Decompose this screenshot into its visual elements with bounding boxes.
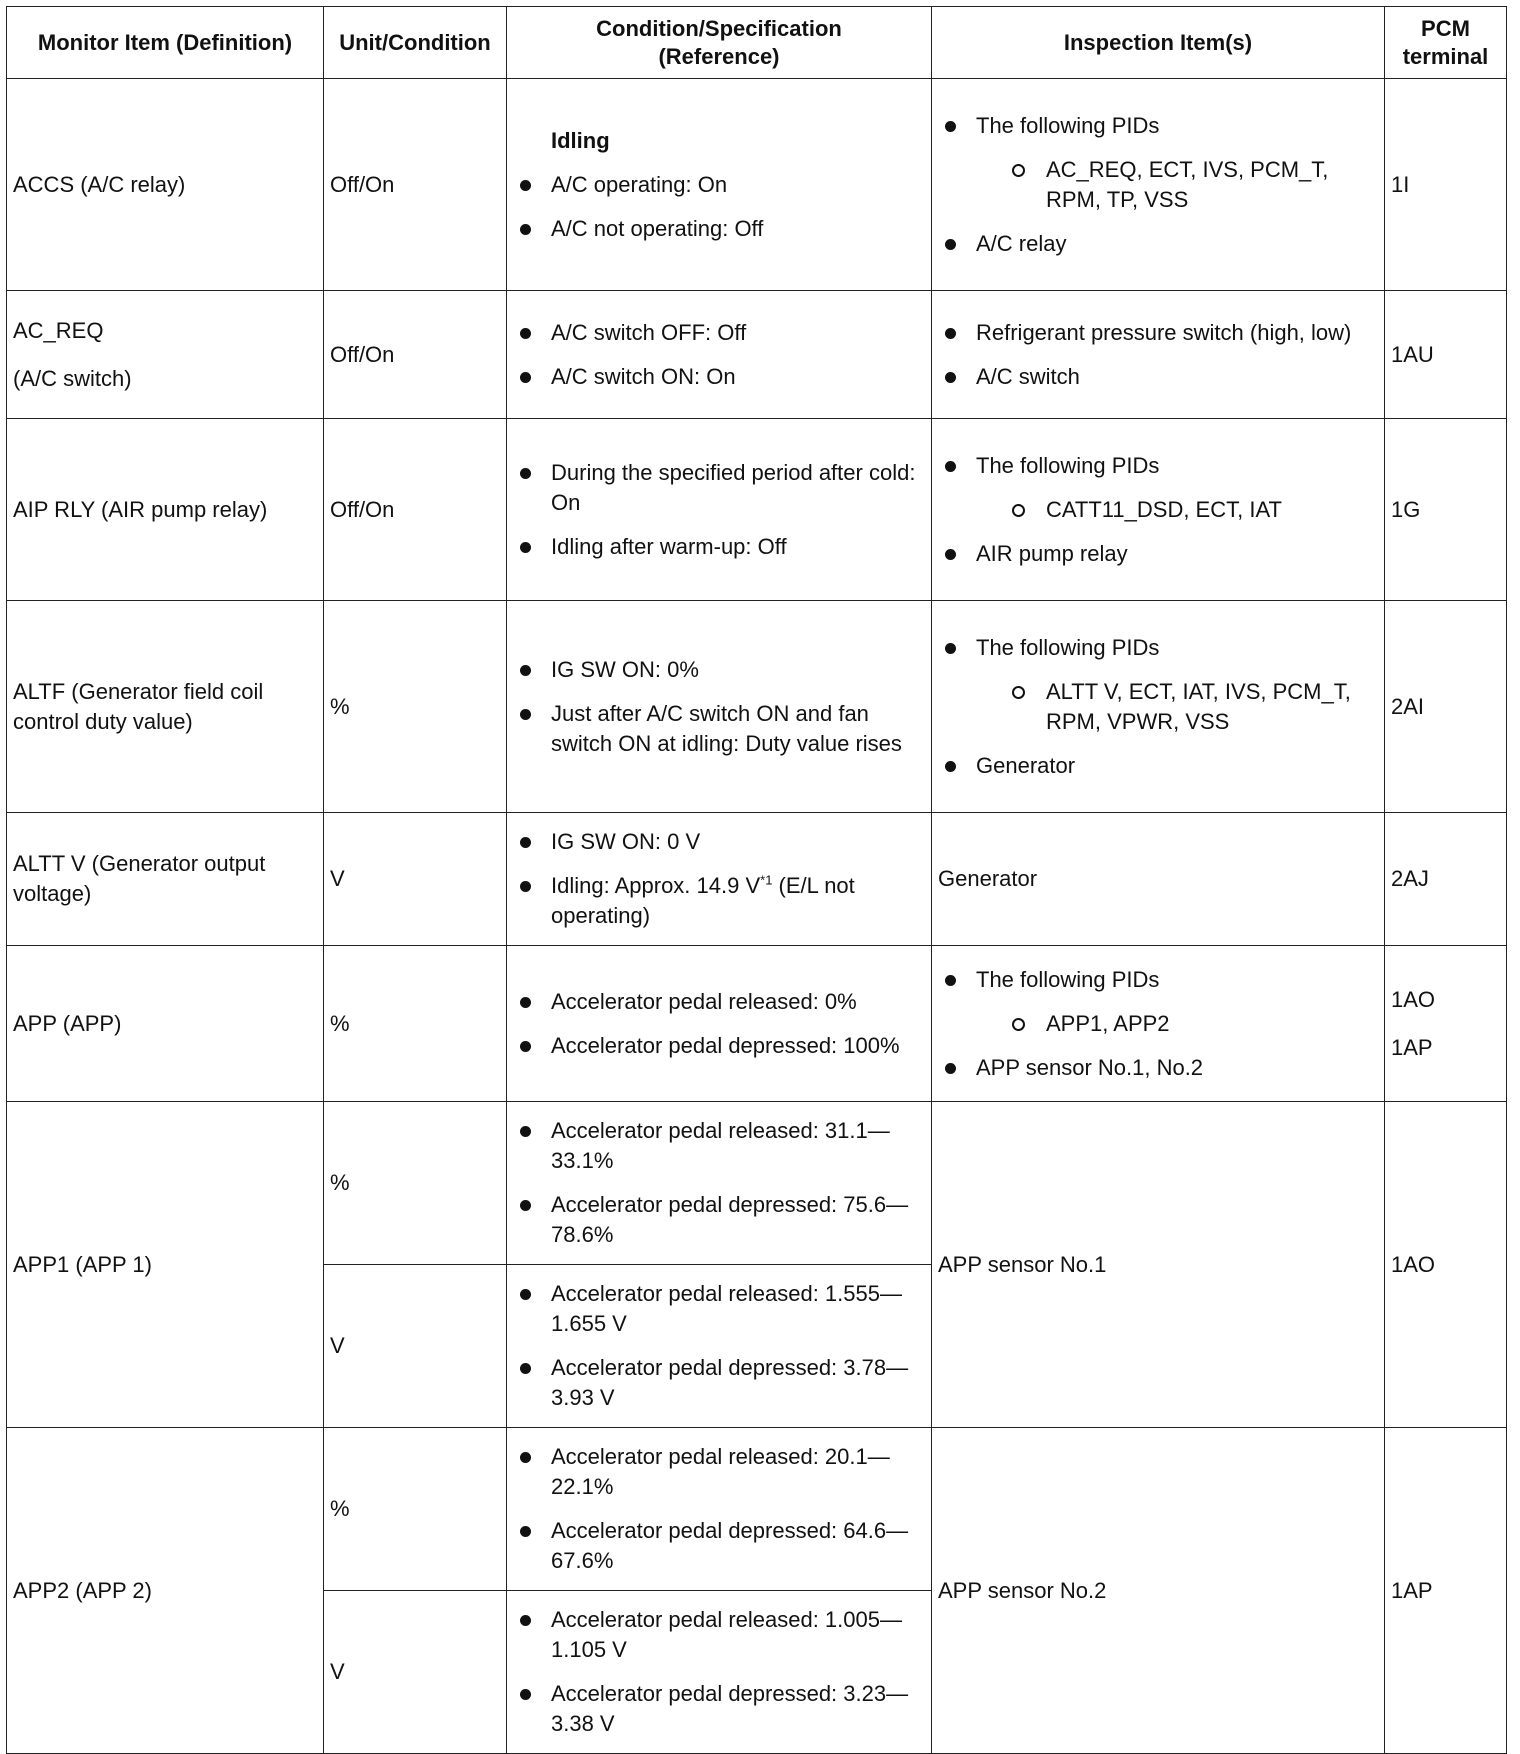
header-pcm-line1: PCM xyxy=(1421,15,1470,41)
unit-cell: % xyxy=(324,1102,507,1265)
list-item: A/C switch OFF: Off xyxy=(513,318,925,348)
condition-cell xyxy=(507,1591,932,1754)
table-row xyxy=(7,1428,1507,1591)
table-row xyxy=(7,601,1507,813)
list-item: A/C relay xyxy=(938,229,1378,259)
pcm-cell: 2AJ xyxy=(1385,813,1507,946)
unit-cell: V xyxy=(324,1265,507,1428)
list-item: Generator xyxy=(938,751,1378,781)
item-cell: APP (APP) xyxy=(7,946,324,1102)
condition-cell xyxy=(507,813,932,946)
condition-cell xyxy=(507,946,932,1102)
monitor-table xyxy=(6,6,1507,1754)
condition-text: (E/L not operating) xyxy=(551,873,855,928)
list-item: A/C operating: On xyxy=(513,170,925,200)
list-item: AIR pump relay xyxy=(938,539,1378,569)
list-item: Accelerator pedal depressed: 75.6—78.6% xyxy=(513,1190,925,1250)
inspection-cell xyxy=(932,291,1385,419)
list-item: Accelerator pedal released: 20.1—22.1% xyxy=(513,1442,925,1502)
list-item xyxy=(513,871,925,931)
unit-cell: V xyxy=(324,813,507,946)
inspection-cell xyxy=(932,79,1385,291)
item-cell: ALTT V (Generator output voltage) xyxy=(7,813,324,946)
header-pcm-line2: terminal xyxy=(1402,43,1489,69)
item-cell: AIP RLY (AIR pump relay) xyxy=(7,419,324,601)
unit-cell: Off/On xyxy=(324,79,507,291)
pcm-cell: 1I xyxy=(1385,79,1507,291)
header-pcm xyxy=(1385,7,1507,79)
list-item: Accelerator pedal released: 1.555—1.655 V xyxy=(513,1279,925,1339)
inspection-cell xyxy=(932,601,1385,813)
item-cell: ACCS (A/C relay) xyxy=(7,79,324,291)
condition-cell xyxy=(507,1102,932,1265)
table-row xyxy=(7,813,1507,946)
list-item: The following PIDs xyxy=(938,633,1378,663)
inspection-cell: Generator xyxy=(932,813,1385,946)
list-item: Accelerator pedal released: 31.1—33.1% xyxy=(513,1116,925,1176)
header-condition-line2: (Reference) xyxy=(658,43,780,69)
condition-cell xyxy=(507,601,932,813)
pcm-line: 1AO xyxy=(1391,986,1436,1012)
header-condition-line1: Condition/Specification xyxy=(596,15,842,41)
list-item: IG SW ON: 0% xyxy=(513,655,925,685)
sub-list-item: AC_REQ, ECT, IVS, PCM_T, RPM, TP, VSS xyxy=(1008,155,1378,215)
item-cell: APP2 (APP 2) xyxy=(7,1428,324,1754)
list-item: Accelerator pedal depressed: 100% xyxy=(513,1031,925,1061)
sub-list-item: CATT11_DSD, ECT, IAT xyxy=(1008,495,1378,525)
list-item: Accelerator pedal depressed: 3.78—3.93 V xyxy=(513,1353,925,1413)
unit-cell: % xyxy=(324,1428,507,1591)
list-item: The following PIDs xyxy=(938,111,1378,141)
list-item: Accelerator pedal released: 1.005—1.105 V xyxy=(513,1605,925,1665)
pcm-cell: 2AI xyxy=(1385,601,1507,813)
condition-cell xyxy=(507,419,932,601)
condition-heading: Idling xyxy=(551,127,610,153)
unit-cell: Off/On xyxy=(324,291,507,419)
table-row xyxy=(7,79,1507,291)
item-cell xyxy=(7,291,324,419)
table-row xyxy=(7,419,1507,601)
list-item: Refrigerant pressure switch (high, low) xyxy=(938,318,1378,348)
item-line: AC_REQ xyxy=(13,317,104,343)
unit-cell: % xyxy=(324,601,507,813)
pcm-cell: 1AU xyxy=(1385,291,1507,419)
list-item: The following PIDs xyxy=(938,451,1378,481)
list-item: During the specified period after cold: On xyxy=(513,458,925,518)
pcm-line: 1AP xyxy=(1391,1034,1433,1060)
header-condition xyxy=(507,7,932,79)
item-line: (A/C switch) xyxy=(13,365,132,391)
pcm-cell xyxy=(1385,946,1507,1102)
list-item: The following PIDs xyxy=(938,965,1378,995)
footnote-mark: *1 xyxy=(760,872,773,888)
inspection-cell: APP sensor No.2 xyxy=(932,1428,1385,1754)
header-inspection: Inspection Item(s) xyxy=(932,7,1385,79)
header-monitor-item: Monitor Item (Definition) xyxy=(7,7,324,79)
table-row xyxy=(7,946,1507,1102)
unit-cell: Off/On xyxy=(324,419,507,601)
list-item: Accelerator pedal depressed: 64.6—67.6% xyxy=(513,1516,925,1576)
unit-cell: V xyxy=(324,1591,507,1754)
item-cell: APP1 (APP 1) xyxy=(7,1102,324,1428)
header-row xyxy=(7,7,1507,79)
list-item: Idling after warm-up: Off xyxy=(513,532,925,562)
condition-cell xyxy=(507,79,932,291)
unit-cell: % xyxy=(324,946,507,1102)
pcm-cell: 1AP xyxy=(1385,1428,1507,1754)
table-row xyxy=(7,1102,1507,1265)
list-item: A/C switch ON: On xyxy=(513,362,925,392)
condition-cell xyxy=(507,1428,932,1591)
list-item: Accelerator pedal depressed: 3.23—3.38 V xyxy=(513,1679,925,1739)
list-item: Accelerator pedal released: 0% xyxy=(513,987,925,1017)
list-item: Just after A/C switch ON and fan switch ON at idling: Duty value rises xyxy=(513,699,925,759)
pcm-cell: 1AO xyxy=(1385,1102,1507,1428)
sub-list-item: APP1, APP2 xyxy=(1008,1009,1378,1039)
list-item: APP sensor No.1, No.2 xyxy=(938,1053,1378,1083)
table-row xyxy=(7,291,1507,419)
inspection-cell xyxy=(932,946,1385,1102)
list-item: A/C not operating: Off xyxy=(513,214,925,244)
pcm-cell: 1G xyxy=(1385,419,1507,601)
item-cell: ALTF (Generator field coil control duty value) xyxy=(7,601,324,813)
sub-list-item: ALTT V, ECT, IAT, IVS, PCM_T, RPM, VPWR, VSS xyxy=(1008,677,1378,737)
inspection-cell: APP sensor No.1 xyxy=(932,1102,1385,1428)
condition-cell xyxy=(507,1265,932,1428)
list-item: A/C switch xyxy=(938,362,1378,392)
condition-cell xyxy=(507,291,932,419)
condition-text: Idling: Approx. 14.9 V xyxy=(551,873,761,898)
inspection-cell xyxy=(932,419,1385,601)
header-unit: Unit/Condition xyxy=(324,7,507,79)
list-item: IG SW ON: 0 V xyxy=(513,827,925,857)
